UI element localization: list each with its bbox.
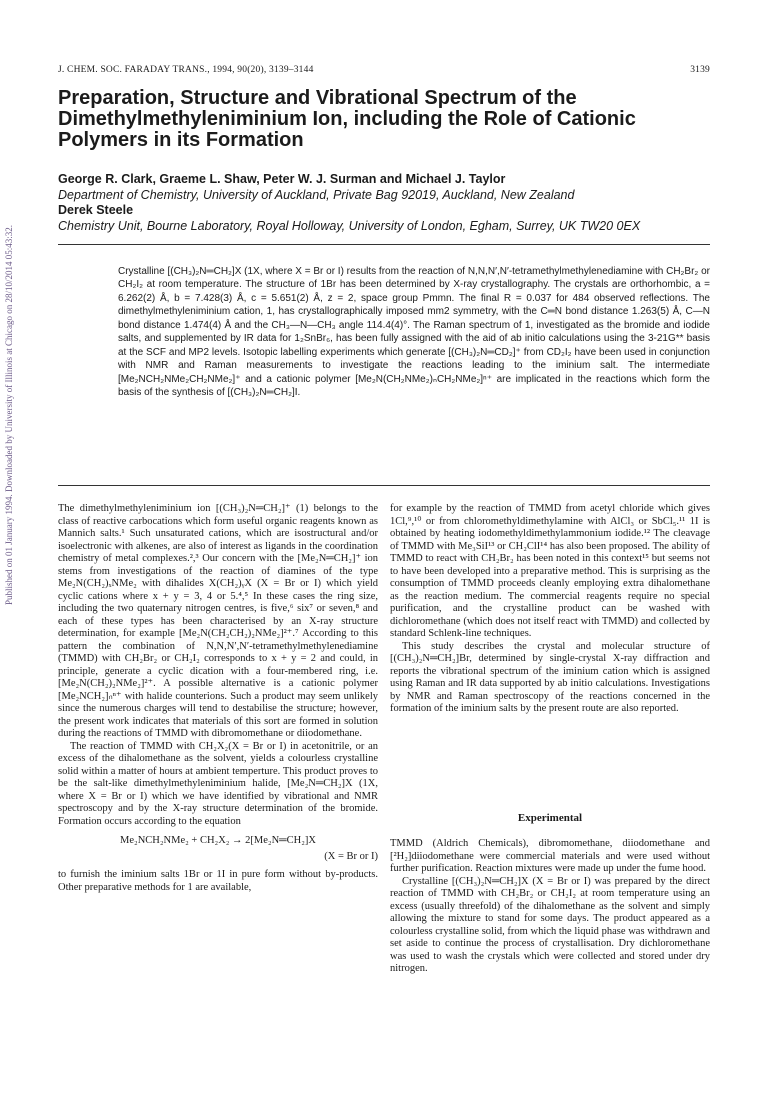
- paragraph: The reaction of TMMD with CH₂X₂(X = Br or I) in acetonitrile, or an excess of the dihalomethane as the solvent, yields a colourless crystalline solid within a matter of hours at ambient temperture. This product proves to be the salt-like dimethylmethyleniminium halide, [Me₂N═CH₂]X (1X, where X = Br or I) which we have identified by vibrational and NMR spectroscopy and by the X-ray structure determination of the bromide. Formation occurs according to the equation: [58, 740, 378, 827]
- paragraph: This study describes the crystal and molecular structure of [(CH₃)₂N═CH₂]Br, determined by single-crystal X-ray diffraction and reports the vibrational spectrum of the iminium cation which is assigned using Raman and IR data supported by ab initio calculations. Investigations by NMR and Raman spectroscopy of the reactions concerned in the formation of the iminium salts by the present route are also reported.: [390, 640, 710, 714]
- paragraph: The dimethylmethyleniminium ion [(CH₃)₂N═CH₂]⁺ (1) belongs to the class of reactive carbocations which form useful organic reagents known as Mannich salts.¹ Such unsaturated cations, which are isostructural and/or isoelectronic with alkenes, are also of interest as ligands in the coordination chemistry of metal complexes.²,³ Our concern with the [Me₂N═CH₂]⁺ ion stems from investigations of the reaction of diamines of the type Me₂N(CH₂)ₓNMe₂ with dihalides X(CH₂)ᵧX (X = Br or I) which yield cyclic cations where x + y = 3, 4 or 5.⁴,⁵ In these cases the ring size, including the two quaternary nitrogen centres, is five,⁶ six⁷ or seven,⁸ and each of these types has been characterised by an X-ray structure determination, for example [Me₂N(CH₂CH₂)₂NMe₂]²⁺.⁷ According to this pattern the combination of N,N,N′,N′-tetramethylmethylenediamine (TMMD) with CH₂Br₂ or CH₂I₂ corresponds to x + y = 2 and could, in principle, generate a cyclic dication with a four-membered ring, i.e. [Me₂N(CH₂)₂NMe₂]²⁺. A possible alternative is a cationic polymer [Me₂NCH₂]ₙⁿ⁺ with halide counterions. Such a product may seem unlikely since the numerous charges will tend to destabilise the structure; however, the present work indicates that materials of this sort are formed in solution during the reactions of TMMD with dibromomethane or diiodomethane.: [58, 503, 378, 739]
- author-block: [58, 172, 718, 234]
- equation-condition: (X = Br or I): [324, 850, 378, 862]
- paragraph: to furnish the iminium salts 1Br or 1I in pure form without by-products. Other preparative methods for 1 are available,: [58, 869, 378, 893]
- page-number: 3139: [690, 65, 710, 75]
- download-watermark-text: Published on 01 January 1994. Downloaded by University of Illinois at Chicago on 28/10/2014 05:43:32.: [4, 225, 14, 605]
- running-header: [58, 65, 710, 75]
- top-rule: [58, 244, 710, 245]
- download-watermark: [2, 180, 16, 650]
- author-names-1: George R. Clark, Graeme L. Shaw, Peter W. J. Surman and Michael J. Taylor: [58, 172, 506, 186]
- reaction-equation: [58, 835, 378, 848]
- equation-text: Me₂NCH₂NMe₂ + CH₂X₂ → 2[Me₂N═CH₂]X: [120, 835, 316, 846]
- left-column: [58, 503, 378, 894]
- paragraph: for example by the reaction of TMMD from acetyl chloride which gives 1Cl,⁹,¹⁰ or from chloromethyldimethylamine with AlCl₃ or SbCl₅.¹¹ 1I is obtained by heating iodomethyldimethylammonium iodide.¹² The cleavage of TMMD with Me₃SiI¹³ or CH₂ClI¹⁴ has also been proposed. The ability of TMMD to react with CH₂Br₂ has been noted in this context¹⁵ but seems not to have been developed into a preparative method. This is surprising as the consumption of TMMD proceeds cleanly employing extra dihalomethane as the reaction medium. The commercial reagents require no special purification, and the crystalline product can be washed with dichloromethane (which does not itself react with TMMD) and collected by standard Schlenk-line techniques.: [390, 503, 710, 639]
- abstract-rule: [58, 485, 710, 486]
- article-title: Preparation, Structure and Vibrational Spectrum of the Dimethylmethyleniminium Ion, including the Role of Cationic Polymers in its Formation: [58, 87, 636, 151]
- paragraph: Crystalline [(CH₃)₂N═CH₂]X (X = Br or I) was prepared by the direct reaction of TMMD with CH₂Br₂ or CH₂I₂ at room temperature using an excess (usually threefold) of the dihalomethane as the solvent and simply allowing the mixture to stand for some days. The product appeared as a colourless crystalline solid, from which the liquid phase was withdrawn and set aside to continue the process of crystallisation. Dry dichloromethane was used to wash the crystals which were collected and stored under dry nitrogen.: [390, 875, 710, 974]
- abstract: Crystalline [(CH₃)₂N═CH₂]X (1X, where X = Br or I) results from the reaction of N,N,N′,N′-tetramethylmethylenediamine with CH₂Br₂ or CH₂I₂ at room temperature. The structure of 1Br has been determined by X-ray crystallography. The crystals are orthorhombic, a = 6.262(2) Å, b = 7.428(3) Å, c = 5.651(2) Å, z = 2, space group Pmmn. The final R = 0.037 for 484 observed reflections. The dimethylmethyleniminium cation, 1, has crystallographically imposed mm2 symmetry, with the C═N bond distance 1.263(5) Å, C—N bond distance 1.474(4) Å and the CH₃—N—CH₃ angle 114.4(4)°. The Raman spectrum of 1, investigated as the bromide and iodide salts, and supplemented by IR data for 1₂SnBr₆, has been fully assigned with the aid of ab initio calculations using the 3-21G** basis at the SCF and MP2 levels. Isotopic labelling experiments which generate [(CH₃)₂N═CD₂]⁺ from CD₂I₂ have been used in conjunction with NMR and Raman measurements to investigate the reactions leading to the iminium salt. The intermediate [Me₂NCH₂NMe₂CH₂NMe₂]⁺ and a cationic polymer [Me₂N(CH₂NMe₂)ₙCH₂NMe₂]ⁿ⁺ are implicated in the reactions which form the basis of the synthesis of [(CH₃)₂N═CH₂]I.: [118, 266, 710, 399]
- affiliation-1: Department of Chemistry, University of Auckland, Private Bag 92019, Auckland, New Zealand: [58, 187, 575, 202]
- right-column: [390, 503, 710, 976]
- section-heading-experimental: Experimental: [517, 811, 583, 824]
- journal-citation: J. CHEM. SOC. FARADAY TRANS., 1994, 90(20), 3139–3144: [58, 65, 314, 75]
- affiliation-2: Chemistry Unit, Bourne Laboratory, Royal Holloway, University of London, Egham, Surrey, UK TW20 0EX: [58, 218, 641, 233]
- author-names-2: Derek Steele: [58, 203, 134, 217]
- paragraph: TMMD (Aldrich Chemicals), dibromomethane, diiodomethane and [²H₂]diiodomethane were commercial materials and were used without further purification. Reaction mixtures were made up under the fume hood.: [390, 838, 710, 874]
